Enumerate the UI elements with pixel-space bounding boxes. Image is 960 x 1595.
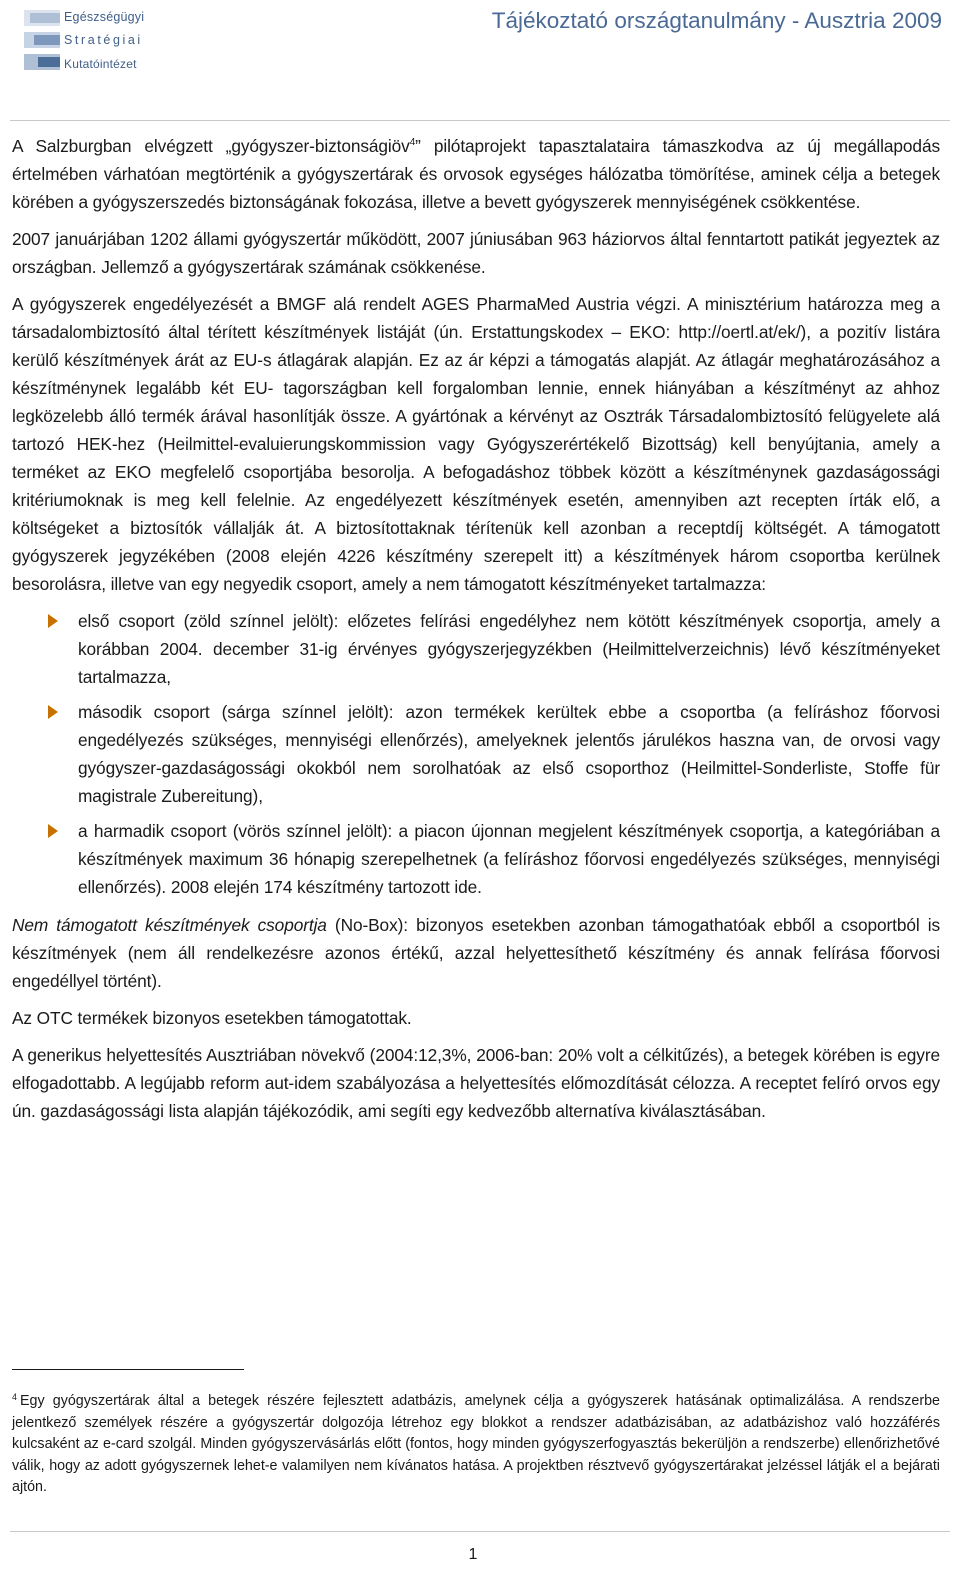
document-title: Tájékoztató országtanulmány - Ausztria 2009 [491,8,942,33]
paragraph-generics: A generikus helyettesítés Ausztriában növekvő (2004:12,3%, 2006-ban: 20% volt a célkitűzés), a betegek körében is egyre elfogadottabb. A legújabb reform aut-idem szabályozása a helyettesítés előmozdítását célozza. A receptet felíró orvos egy ún. gazdaságossági lista alapján tájékozódik, ami segíti egy kedvezőbb alternatíva kiválasztásában. [12,1045,940,1121]
logo-icon [24,10,64,72]
paragraph-salzburg-part2: ” pilótaprojekt tapasztalataira támaszkodva az új megállapodás értelmében várhatóan megtörténik a gyógyszertárak és orvosok egységes hálózatba tömörítése, aminek célja a betegek körében a gyógyszerszedés biztonságának fokozása, illetve a bevett gyógyszerek mennyiségének csökkentése. [12,136,940,212]
page-header [0,0,960,78]
paragraph-pharmacy-count: 2007 januárjában 1202 állami gyógyszertár működött, 2007 júniusában 963 háziorvos által fenntartott patikát jegyeztek az országban. Jellemző a gyógyszertárak számának csökkenése. [12,229,940,277]
no-box-term: Nem támogatott készítmények csoportja [12,915,327,935]
paragraph-salzburg-project [12,132,940,216]
logo-text-line3: Kutatóintézet [64,57,137,71]
logo-text-line1: Egészségügyi [64,10,145,24]
footnote-number: 4 [12,1392,18,1402]
footer-divider [10,1531,950,1532]
page-number: 1 [468,1546,478,1563]
document-body [12,132,940,1134]
list-item-text: a harmadik csoport (vörös színnel jelölt): a piacon újonnan megjelent készítmények csoportja, a kategóriában a készítmények maximum 36 hónapig szerepelhetnek (a felíráshoz főorvosi engedélyezés szükséges, mennyiségi ellenőrzés). 2008 elején 174 készítmény tartozott ide. [78,821,940,897]
list-item [78,698,940,810]
paragraph-no-box [12,911,940,995]
paragraph-drug-approval: A gyógyszerek engedélyezését a BMGF alá rendelt AGES PharmaMed Austria végzi. A minisztérium határozza meg a társadalombiztosító által térített készítmények listáját (ún. Erstattungskodex – EKO: http://oertl.at/ek/), a pozitív listára kerülő készítmények árát az EU-s átlagárak alapján. Ez az ár képzi a támogatás alapját. Az átlagár meghatározásához a készítménynek legalább két EU- tagországban kell forgalomban lennie, ennek hiányában a készítményt az ahhoz legközelebb álló termék árával hasonlítják össze. A gyártónak a kérvényt az Osztrák Társadalombiztosító felügyelete alá tartozó HEK-hez (Heilmittel-evaluierungskommission vagy Gyógyszerértékelő Bizottság) kell benyújtania, amely a terméket az EKO megfelelő csoportjába besorolja. A befogadáshoz többek között a készítménynek gazdaságossági kritériumoknak is meg kell felelnie. Az engedélyezett készítmények esetén, amennyiben azt recepten írták elő, a költségeket a biztosítók vállalják át. A biztosítottaknak térítenük kell azonban a receptdíj költségét. A támogatott gyógyszerek jegyzékében (2008 elején 4226 készítmény szerepelt itt) a készítmények három csoportba kerülnek besorolásra, illetve van egy negyedik csoport, amely a nem támogatott készítményeket tartalmazza: [12,294,940,594]
footnote [12,1391,940,1499]
triangle-bullet-icon [48,614,58,628]
paragraph-salzburg-part1: A Salzburgban elvégzett „gyógyszer-biztonságiöv [12,136,410,156]
logo-text-line2: Stratégiai [64,33,143,47]
no-box-description: (No-Box): bizonyos esetekben azonban támogathatóak ebből a csoportból is készítmények (nem áll rendelkezésre azonos értékű, azzal helyettesíthető készítmény és annak felírása főorvosi engedéllyel történt). [12,915,940,991]
triangle-bullet-icon [48,824,58,838]
reimbursement-groups-list [12,607,940,901]
header-divider [10,120,950,121]
list-item-text: második csoport (sárga színnel jelölt): azon termékek kerültek ebbe a csoportba (a felíráshoz főorvosi engedélyezés szükséges, mennyiségi ellenőrzés), amelyeknek jelentős járulékos haszna van, de orvosi vagy gyógyszer-gazdaságossági okokból nem sorolhatóak az első csoporthoz (Heilmittel-Sonderliste, Stoffe für magistrale Zubereitung), [78,702,940,806]
list-item-text: első csoport (zöld színnel jelölt): előzetes felírási engedélyhez nem kötött készítmények csoportja, amely a korábban 2004. december 31-ig érvényes gyógyszerjegyzékben (Heilmittelverzeichnis) lévő készítményeket tartalmazza, [78,611,940,687]
footnote-separator [12,1369,244,1370]
paragraph-otc: Az OTC termékek bizonyos esetekben támogatottak. [12,1008,412,1028]
footnote-text: Egy gyógyszertárak által a betegek részére fejlesztett adatbázis, amelynek célja a gyógyszerek hatásának optimalizálása. A rendszerbe jelentkező személyek részére a gyógyszertár dolgozója létrehoz egy blokkot a rendszer adatbázisában, az adatbázishoz való hozzáférés kulcsaként az e-card szolgál. Minden gyógyszervásárlás előtt (fontos, hogy minden gyógyszerfogyasztás bekerüljön a rendszerbe) ellenőrizhetővé válik, hogy az adott gyógyszernek lehet-e valamilyen nem kívánatos hatása. A projektben résztvevő gyógyszertárakat jelzéssel látják el a bejárati ajtón. [12,1393,940,1495]
list-item [78,817,940,901]
list-item [78,607,940,691]
triangle-bullet-icon [48,705,58,719]
institute-logo [18,4,158,74]
footnote-reference[interactable]: 4 [409,137,416,148]
